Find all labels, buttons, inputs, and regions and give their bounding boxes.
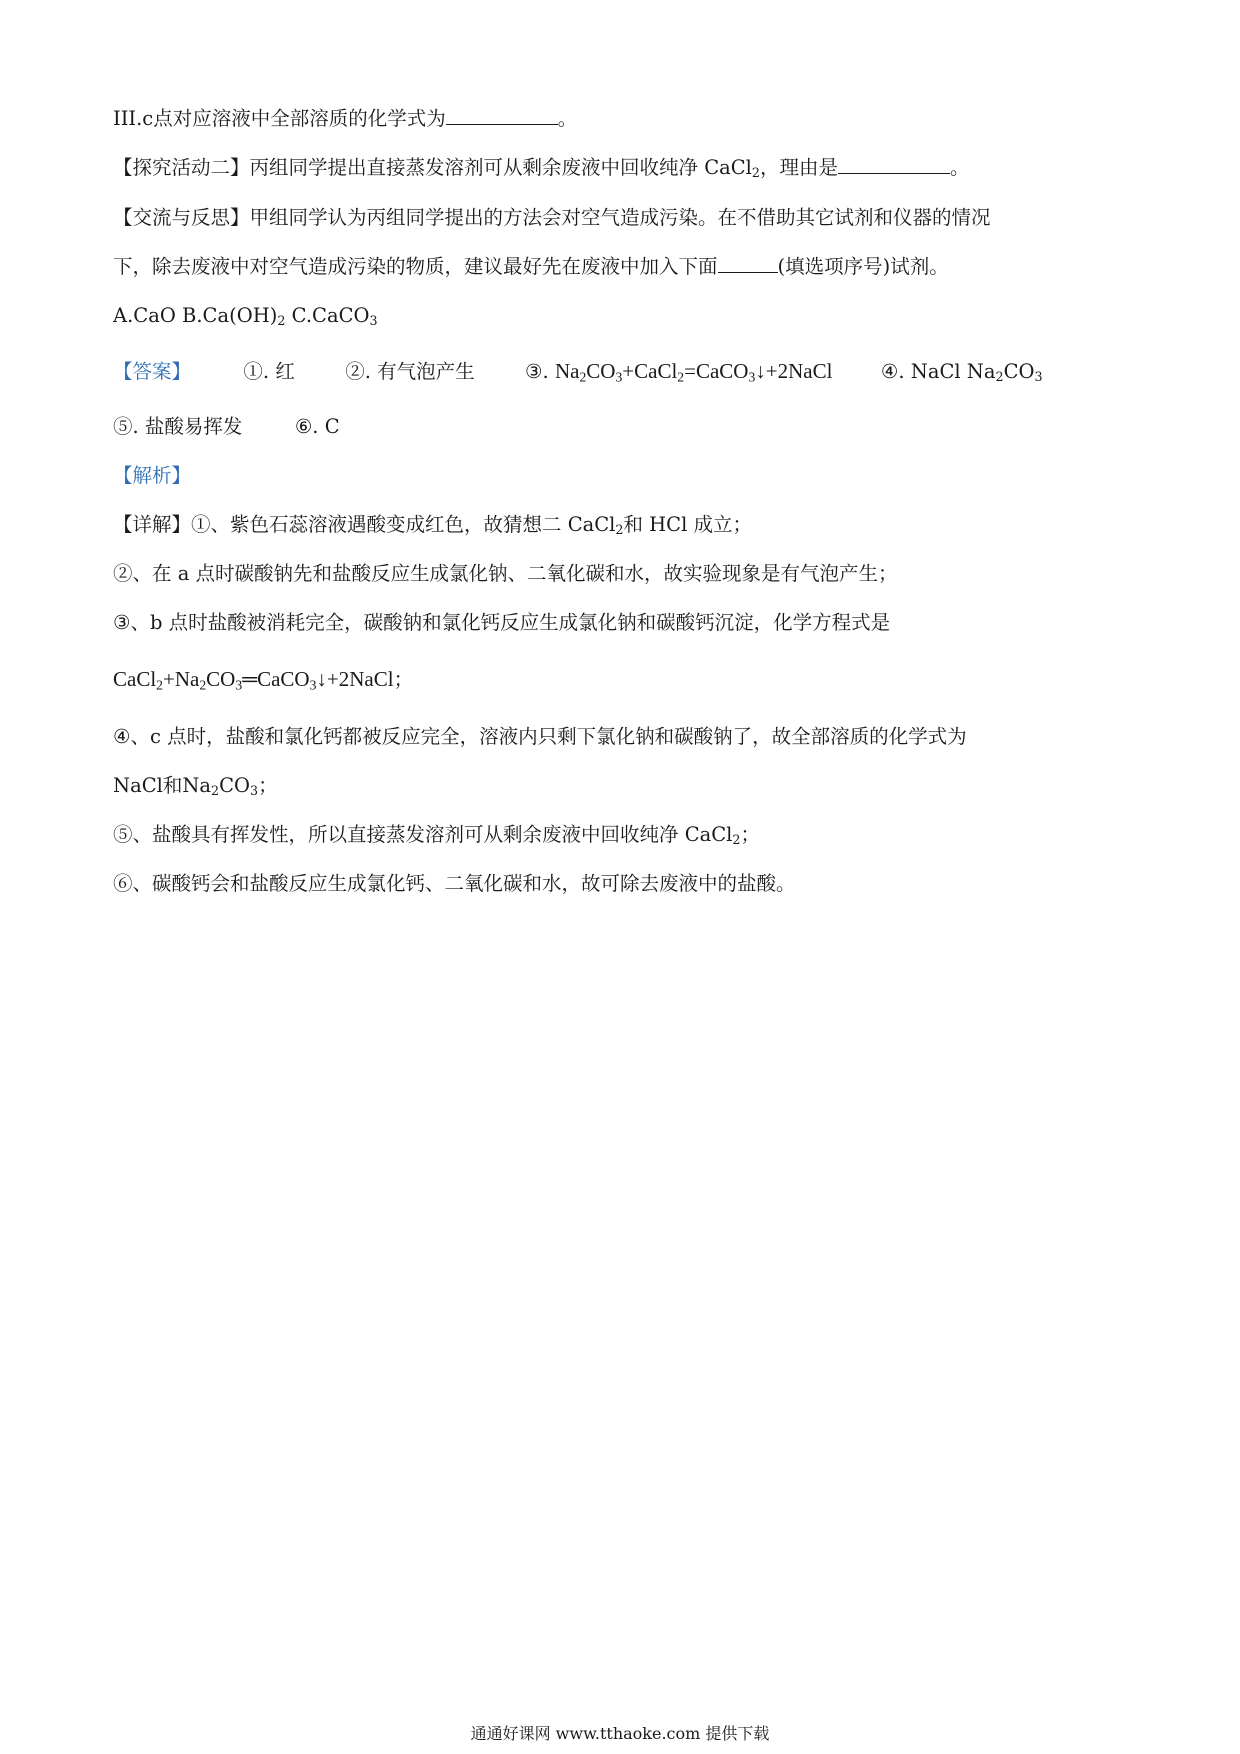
detail-line-5: ④、c 点时，盐酸和氯化钙都被反应完全，溶液内只剩下氯化钠和碳酸钠了，故全部溶质的化学式为 <box>113 725 967 748</box>
reflection-line-2: 下，除去废液中对空气造成污染的物质，建议最好先在废液中加入下面 (填选项序号)试剂。 <box>113 252 949 282</box>
detail-line-3: ③、b 点时盐酸被消耗完全，碳酸钠和氯化钙反应生成氯化钠和碳酸钙沉淀，化学方程式是 <box>113 611 891 634</box>
detail-line-6: NaCl和$Na_2CO_3$； <box>113 774 278 799</box>
answer-line-2 <box>113 412 340 442</box>
answer-1: ①. 红 <box>243 360 295 383</box>
detail-line-2: ②、在 a 点时碳酸钠先和盐酸反应生成氯化钠、二氧化碳和水，故实验现象是有气泡产生； <box>113 562 898 585</box>
answer-blank-3 <box>718 252 778 273</box>
detail-line-1: 【详解】①、紫色石蕊溶液遇酸变成红色，故猜想二 CaCl$_2$和 HCl 成立； <box>113 513 753 538</box>
option-c: C.CaCO$_3$ <box>291 304 378 329</box>
options <box>113 301 378 331</box>
answer-2: ②. 有气泡产生 <box>345 360 475 383</box>
answer-5: ⑤. 盐酸易挥发 <box>113 415 243 438</box>
question-3-text: III.c点对应溶液中全部溶质的化学式为 <box>113 107 446 130</box>
answer-6: ⑥. C <box>294 415 340 438</box>
option-b: $B.Ca(OH)_2$ <box>182 304 286 329</box>
question-3: III.c点对应溶液中全部溶质的化学式为 。 <box>113 104 577 134</box>
detail-line-8: ⑥、碳酸钙会和盐酸反应生成氯化钙、二氧化碳和水，故可除去废液中的盐酸。 <box>113 872 796 895</box>
answer-4: ④. NaCl $Na_2CO_3$ <box>880 360 1043 385</box>
detail-line-7: ⑤、盐酸具有挥发性，所以直接蒸发溶剂可从剩余废液中回收纯净 CaCl$_2$； <box>113 823 760 848</box>
detail-equation: $CaCl_2+Na_2CO_3═CaCO_3↓+2NaCl$； <box>113 667 414 693</box>
page-footer: 通通好课网 www.tthaoke.com 提供下载 <box>470 1724 770 1743</box>
activity-2: 【探究活动二】丙组同学提出直接蒸发溶剂可从剩余废液中回收纯净 CaCl$_2$，理由是 。 <box>113 153 970 183</box>
option-a: A.CaO <box>113 304 176 327</box>
answer-3: ③. $Na_2CO_3+CaCl_2=CaCO_3↓+2NaCl$ <box>525 359 833 385</box>
answer-blank-2 <box>838 153 950 174</box>
answer-tag: 【答案】 <box>113 360 192 383</box>
analysis-tag: 【解析】 <box>113 464 192 487</box>
answer-line <box>113 356 1043 387</box>
reflection-line-1: 【交流与反思】甲组同学认为丙组同学提出的方法会对空气造成污染。在不借助其它试剂和仪器的情况 <box>113 206 991 229</box>
answer-blank-1 <box>446 104 558 125</box>
